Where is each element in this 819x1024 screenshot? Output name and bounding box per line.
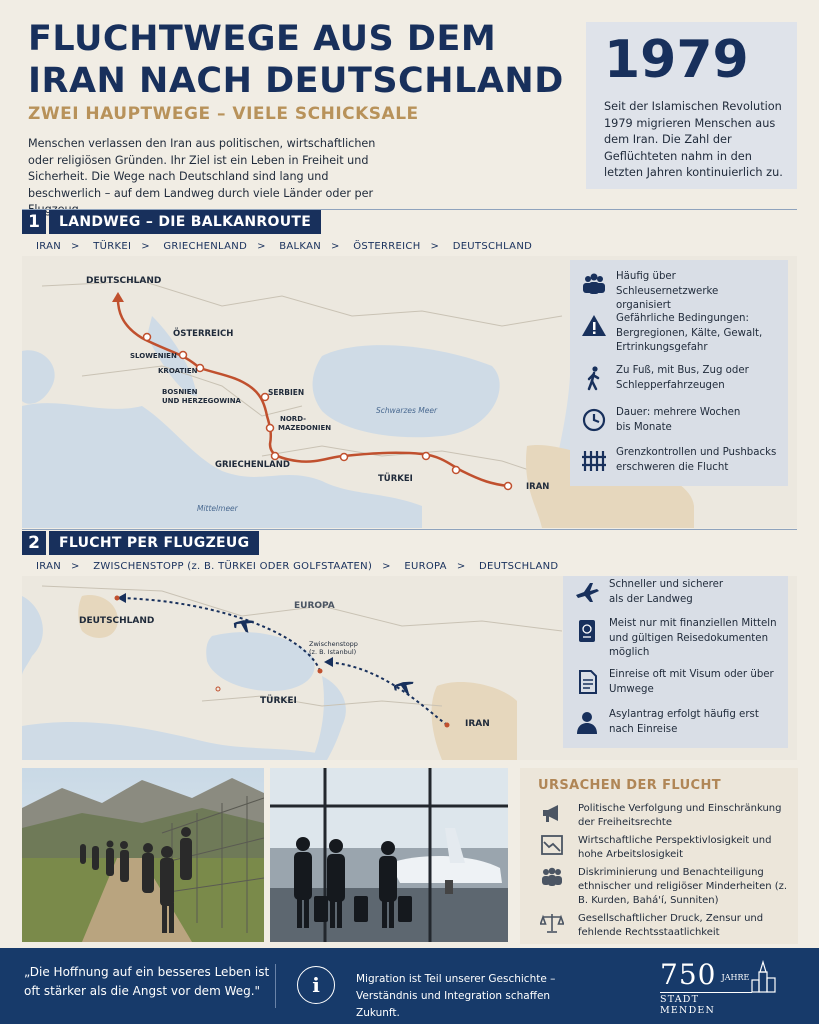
walking-person-icon	[580, 364, 608, 392]
year-number: 1979	[604, 30, 749, 90]
info-text: Gefährliche Bedingungen: Bergregionen, Kälte, Gewalt, Ertrinkungsgefahr	[616, 313, 763, 353]
route-step: IRAN	[36, 241, 62, 252]
info-text: Meist nur mit finanziellen Mitteln und gültigen Reisedokumenten möglich	[609, 618, 777, 658]
declining-chart-icon	[540, 834, 564, 856]
map-label-europa: EUROPA	[294, 601, 335, 611]
section-1-number: 1	[22, 210, 46, 234]
logo-stadt: STADT MENDEN	[660, 992, 752, 1016]
route-step: DEUTSCHLAND	[452, 241, 533, 252]
menden-logo	[660, 958, 752, 1016]
route-step: DEUTSCHLAND	[479, 561, 559, 572]
map-label-kroatien: KROATIEN	[158, 367, 198, 375]
section-2-route: IRAN > ZWISCHENSTOPP (z. B. TÜRKEI ODER GOLFSTAATEN) > EUROPA > DEUTSCHLAND	[36, 561, 559, 572]
map-label-mittelmeer: Mittelmeer	[197, 504, 238, 513]
warning-icon	[580, 312, 608, 340]
map-label-nord: NORD-	[280, 415, 307, 423]
people-group-icon	[540, 866, 564, 888]
map-label-iran: IRAN	[526, 482, 550, 492]
section-divider	[22, 529, 797, 530]
cause-text: Gesellschaftlicher Druck, Zensur und fehlende Rechtsstaatlichkeit	[578, 913, 764, 938]
group-icon	[580, 270, 608, 298]
document-icon	[573, 668, 601, 696]
page-title: FLUCHTWEGE AUS DEM IRAN NACH DEUTSCHLAND	[28, 19, 564, 101]
megaphone-icon	[540, 802, 564, 824]
section-1-route: IRAN > TÜRKEI > GRIECHENLAND > BALKAN > ÖSTERREICH > DEUTSCHLAND	[36, 241, 533, 252]
section-2-number: 2	[22, 531, 46, 555]
landweg-info-panel	[570, 260, 788, 486]
route-step: ÖSTERREICH	[353, 241, 421, 252]
info-text: Grenzkontrollen und Pushbacks erschweren die Flucht	[616, 447, 777, 473]
map-label-mazedonien: MAZEDONIEN	[278, 424, 332, 432]
church-tower-icon	[748, 960, 778, 1000]
airplane-icon	[573, 578, 601, 606]
map-label-deutschland: DEUTSCHLAND	[79, 616, 155, 626]
info-text: Zu Fuß, mit Bus, Zug oder Schlepperfahrzeugen	[616, 365, 749, 391]
route-step: BALKAN	[279, 241, 322, 252]
map-label-zwischenstopp: Zwischenstopp	[309, 640, 358, 648]
footer-text: Migration ist Teil unserer Geschichte – Verständnis und Integration schaffen Zukunft.	[356, 973, 556, 1019]
map-label-bosnien: BOSNIEN	[162, 388, 198, 396]
info-text: Asylantrag erfolgt häufig erst nach Einreise	[609, 709, 759, 735]
causes-title: URSACHEN DER FLUCHT	[538, 778, 722, 793]
page-subtitle: ZWEI HAUPTWEGE – VIELE SCHICKSALE	[28, 104, 419, 124]
scales-icon	[540, 912, 564, 934]
route-step: ZWISCHENSTOPP (z. B. TÜRKEI ODER GOLFSTAATEN)	[93, 561, 373, 572]
balkan-walk-photo	[22, 768, 264, 942]
route-step: TÜRKEI	[93, 241, 132, 252]
map-label-serbien: SERBIEN	[268, 388, 305, 397]
info-text: Dauer: mehrere Wochen bis Monate	[616, 407, 741, 433]
route-step: EUROPA	[404, 561, 447, 572]
logo-number: 750	[660, 958, 717, 991]
cause-text: Wirtschaftliche Perspektivlosigkeit und hohe Arbeitslosigkeit	[578, 835, 772, 860]
person-icon	[573, 708, 601, 736]
flug-info-panel	[563, 576, 788, 748]
footer-divider	[275, 964, 276, 1008]
map-label-tuerkei: TÜRKEI	[260, 696, 297, 706]
airport-photo	[270, 768, 508, 942]
map-label-griechenland: GRIECHENLAND	[215, 460, 290, 470]
map-label-herzegowina: UND HERZEGOWINA	[162, 397, 241, 405]
info-text: Einreise oft mit Visum oder über Umwege	[609, 669, 774, 695]
info-text: Schneller und sicherer als der Landweg	[609, 579, 724, 605]
balkan-route-map	[22, 256, 797, 528]
year-text: Seit der Islamischen Revolution 1979 migrieren Menschen aus dem Iran. Die Zahl der Geflüchteten nahm in den letzten Jahren kontinuierlich zu.	[604, 100, 783, 180]
cause-text: Diskriminierung und Benachteiligung ethnischer und religiöser Minderheiten (z. B. Kurden, Bahá'í, Sunniten)	[578, 867, 788, 906]
map-label-slowenien: SLOWENIEN	[130, 352, 177, 360]
logo-jahre: JAHRE	[721, 973, 750, 982]
passport-icon	[573, 617, 601, 645]
section-1-title: LANDWEG – DIE BALKANROUTE	[49, 210, 321, 234]
intro-text: Menschen verlassen den Iran aus politischen, wirtschaftlichen oder religiösen Gründen. Ihr Ziel ist ein Leben in Freiheit und Sicherheit. Die Wege nach Deutschland sind lang und beschwerlich – auf dem Landweg durch viele Länder oder per	[28, 137, 376, 200]
map-label-oesterreich: ÖSTERREICH	[173, 329, 234, 339]
border-fence-icon	[580, 446, 608, 474]
section-2-title: FLUCHT PER FLUGZEUG	[49, 531, 259, 555]
flight-route-map	[22, 576, 797, 760]
map-label-schwarzes-meer: Schwarzes Meer	[376, 406, 438, 415]
route-step: GRIECHENLAND	[163, 241, 248, 252]
footer-quote: „Die Hoffnung auf ein besseres Leben ist oft stärker als die Angst vor dem Weg."	[24, 965, 270, 998]
map-label-tuerkei: TÜRKEI	[378, 474, 413, 484]
clock-icon	[580, 406, 608, 434]
route-step: IRAN	[36, 561, 62, 572]
info-text: Häufig über Schleusernetzwerke organisiert	[616, 271, 719, 311]
map-label-istanbul: (z. B. Istanbul)	[309, 648, 357, 656]
cause-text: Politische Verfolgung und Einschränkung der Freiheitsrechte	[578, 803, 782, 828]
map-label-deutschland: DEUTSCHLAND	[86, 276, 162, 286]
info-icon: i	[297, 966, 335, 1004]
map-label-iran: IRAN	[465, 719, 490, 729]
